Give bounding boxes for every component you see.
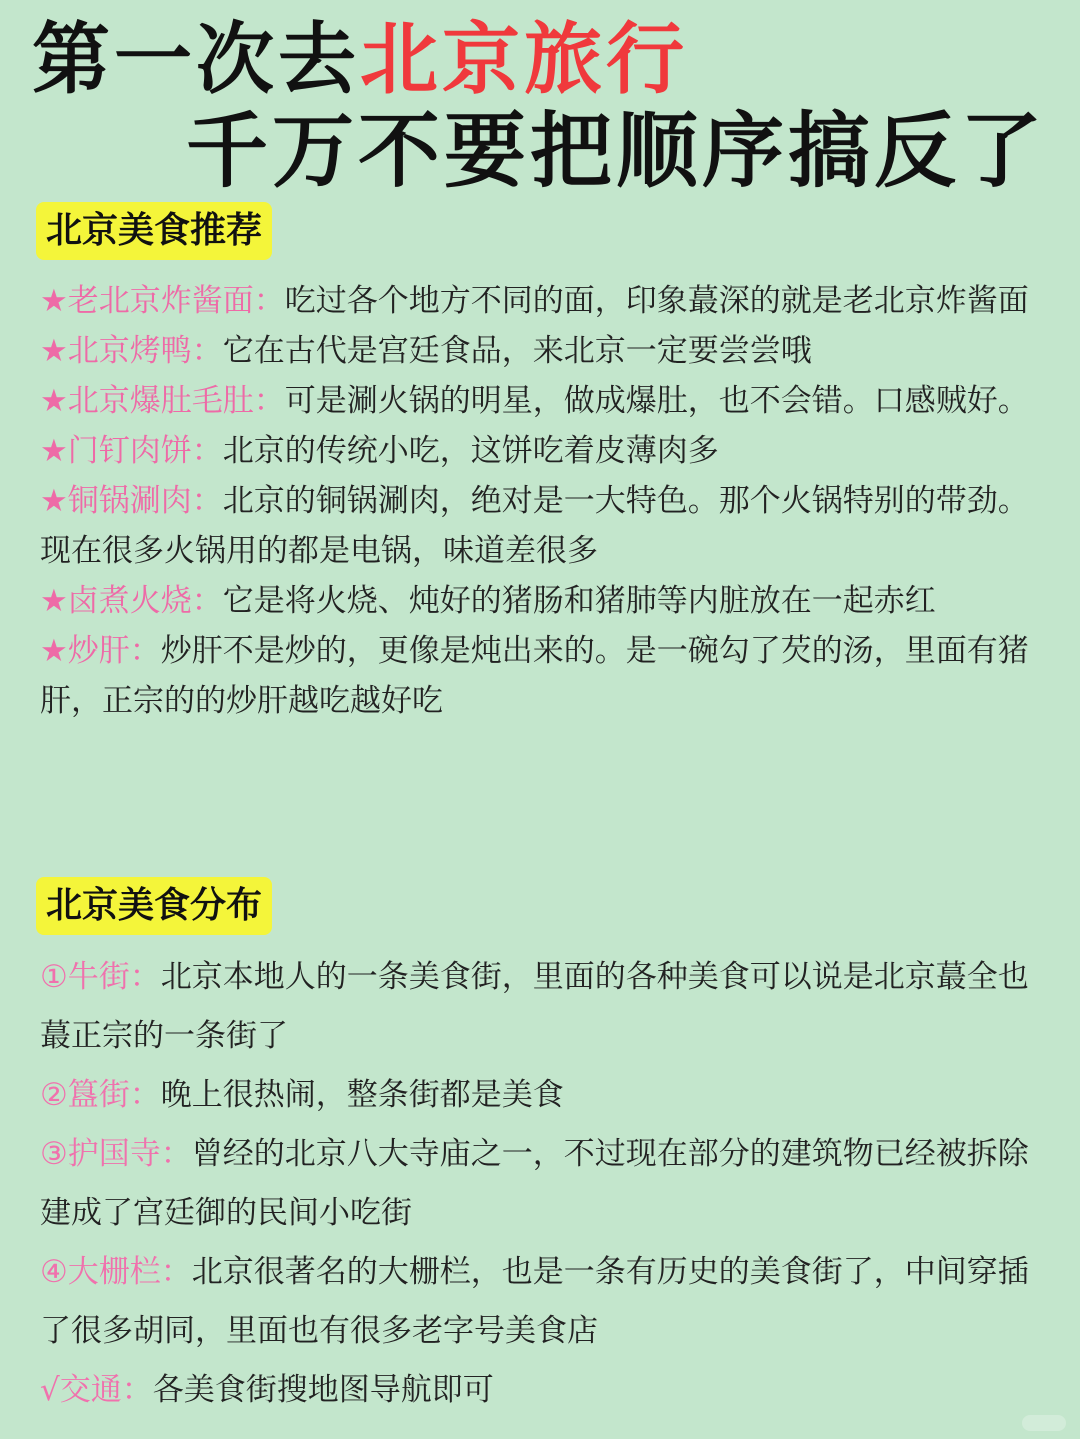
item-key: ★北京爆肚毛肚：	[40, 383, 285, 419]
item-key: ④大栅栏：	[40, 1254, 192, 1290]
item-key: ★卤煮火烧：	[40, 583, 223, 619]
dist-item-guijie	[40, 1066, 1045, 1125]
food-list	[40, 276, 1045, 726]
item-key: ★门钉肉饼：	[40, 433, 223, 469]
food-item-baodu	[40, 376, 1045, 426]
section-heading-food: 北京美食推荐	[36, 202, 272, 260]
title-highlight: 北京旅行	[360, 15, 689, 105]
item-desc: 炒肝不是炒的，更像是炖出来的。是一碗勾了芡的汤，里面有猪肝，正宗的的炒肝越吃越好吃	[40, 633, 1029, 719]
item-desc: 北京的传统小吃，这饼吃着皮薄肉多	[222, 433, 719, 469]
item-key: ★北京烤鸭：	[40, 333, 223, 369]
food-item-luzhu-huoshao	[40, 576, 1045, 626]
item-key: ★铜锅涮肉：	[40, 483, 223, 519]
food-item-zhajiangmian	[40, 276, 1045, 326]
item-key: ③护国寺：	[40, 1136, 192, 1172]
item-desc: 北京的铜锅涮肉，绝对是一大特色。那个火锅特别的带劲。现在很多火锅用的都是电锅，味道差很多	[40, 483, 1029, 569]
item-desc: 吃过各个地方不同的面，印象蕞深的就是老北京炸酱面	[284, 283, 1029, 319]
title-line-2: 千万不要把顺序搞反了	[186, 104, 1047, 199]
item-desc: 晚上很热闹，整条街都是美食	[160, 1077, 564, 1113]
item-desc: 可是涮火锅的明星，做成爆肚，也不会错。口感贼好。	[284, 383, 1029, 419]
item-desc: 各美食街搜地图导航即可	[152, 1372, 494, 1408]
dist-item-transport	[40, 1361, 1045, 1420]
item-desc: 北京很著名的大栅栏，也是一条有历史的美食街了，中间穿插了很多胡同，里面也有很多老字号美食店	[40, 1254, 1029, 1349]
item-desc: 曾经的北京八大寺庙之一，不过现在部分的建筑物已经被拆除建成了宫廷御的民间小吃街	[40, 1136, 1029, 1231]
food-item-tongguo-shuanrou	[40, 476, 1045, 576]
food-item-mending-roubing	[40, 426, 1045, 476]
item-key: ★老北京炸酱面：	[40, 283, 285, 319]
title-line-1	[32, 14, 688, 106]
watermark-mark	[1022, 1415, 1066, 1431]
item-desc: 它在古代是宫廷食品，来北京一定要尝尝哦	[222, 333, 812, 369]
title-prefix: 第一次去	[32, 15, 361, 105]
item-key: ①牛街：	[40, 959, 161, 995]
distribution-list	[40, 948, 1045, 1420]
item-key: √交通：	[40, 1372, 153, 1408]
item-desc: 它是将火烧、炖好的猪肠和猪肺等内脏放在一起赤红	[222, 583, 936, 619]
item-key: ★炒肝：	[40, 633, 161, 669]
dist-item-niujie	[40, 948, 1045, 1066]
food-item-roast-duck	[40, 326, 1045, 376]
item-desc: 北京本地人的一条美食街，里面的各种美食可以说是北京蕞全也蕞正宗的一条街了	[40, 959, 1029, 1054]
item-key: ②簋街：	[40, 1077, 161, 1113]
food-item-chaogan	[40, 626, 1045, 726]
dist-item-dashilan	[40, 1243, 1045, 1361]
section-heading-distribution: 北京美食分布	[36, 877, 272, 935]
dist-item-huguosi	[40, 1125, 1045, 1243]
